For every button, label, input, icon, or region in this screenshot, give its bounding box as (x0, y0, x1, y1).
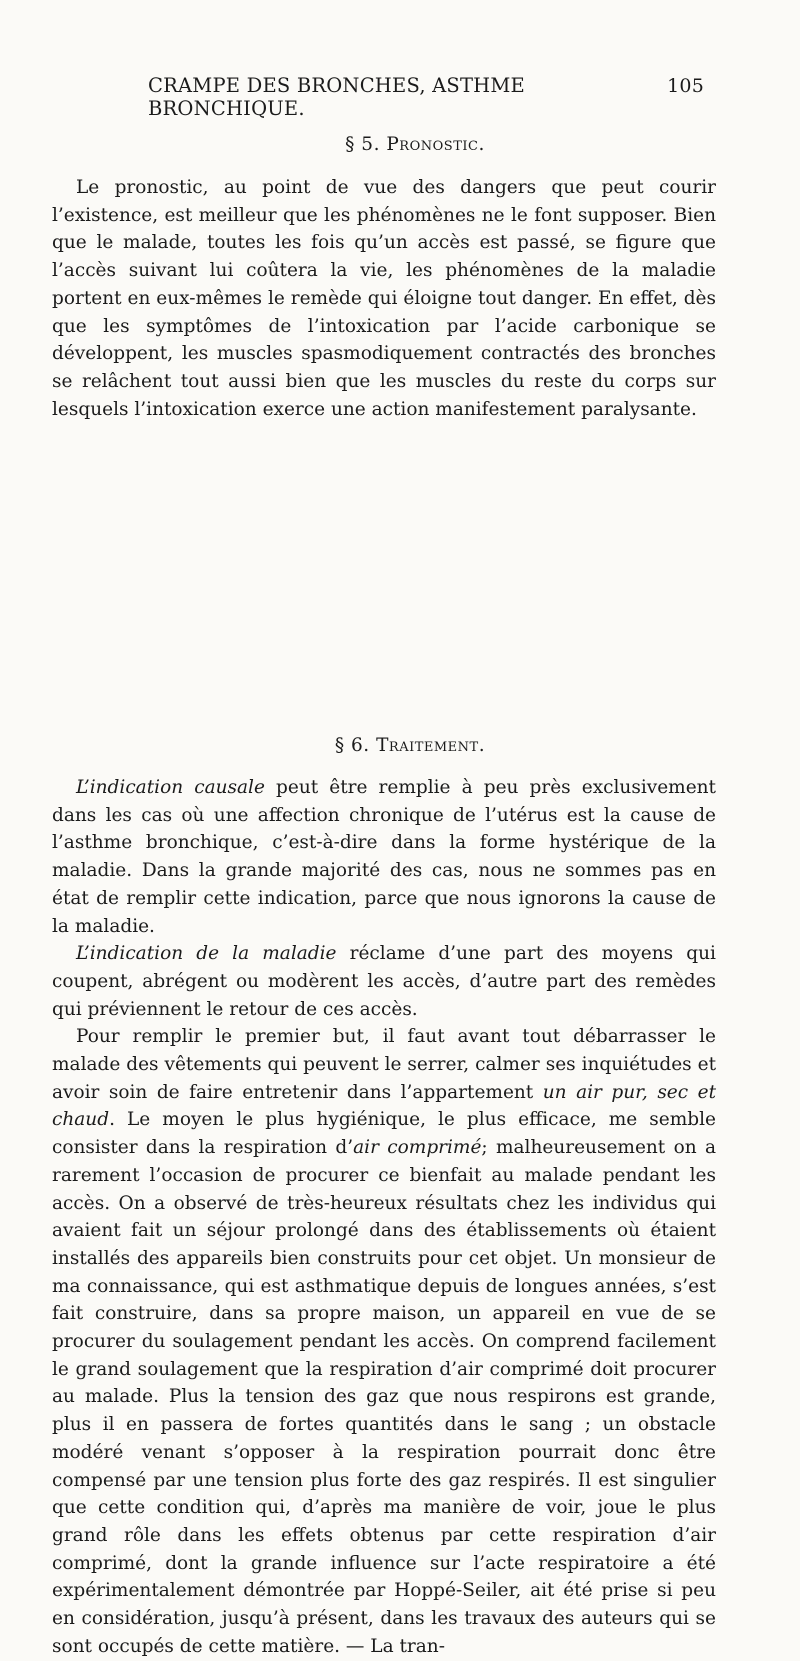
paragraph-text: réclame d’une part des moyens qui coupent, abrégent ou modèrent les accès, d’autre part des remèdes qui préviennent le retour de ces accès. (52, 943, 716, 1020)
paragraph-text: ; malheureusement on a rarement l’occasion de procurer ce bienfait au malade pendant les accès. On a observé de très-heureux résultats chez les individus qui avaient fait un séjour prolongé dans des établissements où étaient installés des appareils bien construits pour cet objet. Un monsieur de ma connaissance, qui est asthmatique depuis de longues années, s’est fait construire, dans sa propre maison, un appareil en vue de se procurer du soulagement pendant les accès. On comprend facilement le grand soulagement que la respiration d’air comprimé doit procurer au malade. Plus la tension des gaz que nous respirons est grande, plus il en passera de fortes quantités dans le sang ; un obstacle modéré venant s’opposer à la respiration pourrait donc être compensé par une tension plus forte des gaz respirés. Il est singulier que cette condition qui, d’après ma manière de voir, joue le plus grand rôle dans les effets obtenus par cette respiration d’air comprimé, dont la grande influence sur l’acte respiratoire a été expérimentalement démontrée par Hoppé-Seiler, ait été prise si peu en considération, jusqu’à présent, dans les travaux des auteurs qui se sont occupés de cette matière. — La tran- (52, 1137, 716, 1657)
paragraph-premier-but (52, 1023, 716, 1660)
italic-term: air comprimé (353, 1137, 482, 1159)
running-title: CRAMPE DES BRONCHES, ASTHME BRONCHIQUE. (148, 74, 525, 120)
section-number: § 6. (334, 735, 370, 756)
paragraph-indication-maladie (52, 940, 716, 1023)
italic-term: un air pur, sec et chaud (52, 1081, 716, 1131)
section-number: § 5. (345, 134, 380, 155)
section-title: Traitement. (376, 735, 486, 756)
italic-term: L’indication causale (76, 777, 265, 798)
section-heading-traitement (0, 735, 800, 756)
paragraph-text: peut être remplie à peu près exclusivement dans les cas où une affection chronique de l’utérus est la cause de l’asthme bronchique, c’est-à-dire dans la forme hystérique de la maladie. Dans la grande majorité des cas, nous ne sommes pas en état de remplir cette indication, parce que nous ignorons la cause de la maladie. (52, 777, 716, 937)
running-header (148, 74, 704, 120)
section-body-traitement (52, 774, 716, 1661)
paragraph-text: Pour remplir le premier but, il faut avant tout débarrasser le malade des vêtements qui peuvent le serrer, calmer ses inquiétudes et avoir soin de faire entretenir dans l’appartement (52, 1026, 716, 1103)
section-heading-pronostic (0, 134, 800, 155)
section-body-pronostic (52, 174, 716, 423)
paragraph: Le pronostic, au point de vue des dangers que peut courir l’existence, est meilleur que les phénomènes ne le font supposer. Bien que le malade, toutes les fois qu’un accès est passé, se figure que l’accès suivant lui coûtera la vie, les phénomènes de la maladie portent en eux-mêmes le remède qui éloigne tout danger. En effet, dès que les symptômes de l’intoxication par l’acide carbonique se développent, les muscles spasmodiquement contractés des bronches se relâchent tout aussi bien que les muscles du reste du corps sur lesquels l’intoxication exerce une action manifestement paralysante. (52, 177, 716, 420)
section-title: Pronostic. (386, 134, 485, 155)
paragraph-text: . Le moyen le plus hygiénique, le plus efficace, me semble consister dans la respiration d’ (52, 1109, 716, 1159)
paragraph-indication-causale (52, 774, 716, 940)
page-number: 105 (667, 75, 704, 97)
italic-term: L’indication de la maladie (76, 943, 337, 965)
